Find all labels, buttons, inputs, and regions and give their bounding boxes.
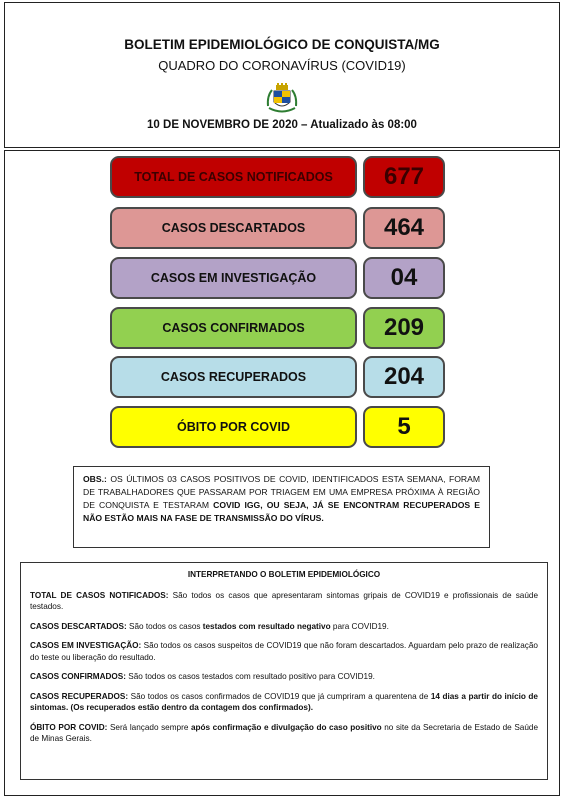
definition-term: CASOS CONFIRMADOS: bbox=[30, 672, 126, 681]
city-crest-icon bbox=[265, 82, 299, 116]
definition-text: São todos os casos que apresentaram sintomas gripais de COVID19 e profissionais de saúde testados. bbox=[30, 590, 539, 611]
definition-emphasis: após confirmação e divulgação do caso positivo bbox=[190, 722, 382, 732]
stat-value-investigation: 04 bbox=[363, 257, 445, 299]
page-title: BOLETIM EPIDEMIOLÓGICO DE CONQUISTA/MG bbox=[124, 37, 440, 52]
definition-text-end: para COVID19. bbox=[330, 621, 389, 631]
interpretation-box bbox=[20, 562, 548, 780]
definition-emphasis: testados com resultado negativo bbox=[202, 621, 331, 631]
definition-text-end: no site da Secretaria de Estado de Saúde de Minas Gerais. bbox=[30, 722, 539, 743]
definition-term: CASOS RECUPERADOS: bbox=[30, 691, 129, 701]
definition-term: CASOS DESCARTADOS: bbox=[30, 621, 127, 631]
stat-label-confirmed: CASOS CONFIRMADOS bbox=[110, 307, 357, 349]
obs-prefix: OBS.: bbox=[83, 474, 107, 484]
obs-text: OS ÚLTIMOS 03 CASOS POSITIVOS DE COVID, IDENTIFICADOS ESTA SEMANA, FORAM DE TRABALHADORES QUE PASSARAM POR TRIAGEM EM UMA EMPRESA PRÓXIMA À REGIÃO DE CONQUISTA E TESTARAM bbox=[83, 474, 480, 510]
definition-text: São todos os casos suspeitos de COVID19 que não foram descartados. Aguardam pelo prazo de realização do teste ou liberação do resultado. bbox=[30, 641, 538, 662]
stat-label-discarded: CASOS DESCARTADOS bbox=[110, 207, 357, 249]
bulletin-header bbox=[4, 2, 560, 148]
definition-deaths bbox=[30, 722, 538, 745]
stat-label-recovered: CASOS RECUPERADOS bbox=[110, 356, 357, 398]
obs-bold-text: COVID IGG, OU SEJA, JÁ SE ENCONTRAM RECUPERADOS E NÃO ESTÃO MAIS NA FASE DE TRANSMISSÃO DO VÍRUS. bbox=[83, 500, 480, 523]
definition-confirmed bbox=[30, 671, 538, 683]
stat-value-discarded: 464 bbox=[363, 207, 445, 249]
stat-label-deaths: ÓBITO POR COVID bbox=[110, 406, 357, 448]
observation-note bbox=[73, 466, 490, 548]
stat-value-recovered: 204 bbox=[363, 356, 445, 398]
definition-investigation bbox=[30, 640, 538, 663]
definition-text: São todos os casos testados com resultado positivo para COVID19. bbox=[125, 672, 375, 681]
stat-value-deaths: 5 bbox=[363, 406, 445, 448]
interpretation-title: INTERPRETANDO O BOLETIM EPIDEMIOLÓGICO bbox=[187, 570, 381, 579]
page-subtitle: QUADRO DO CORONAVÍRUS (COVID19) bbox=[158, 58, 406, 73]
stat-label-notified: TOTAL DE CASOS NOTIFICADOS bbox=[110, 156, 357, 198]
definition-term: CASOS EM INVESTIGAÇÃO: bbox=[30, 641, 142, 650]
definition-term: ÓBITO POR COVID: bbox=[30, 722, 108, 732]
stat-value-notified: 677 bbox=[363, 156, 445, 198]
stat-label-investigation: CASOS EM INVESTIGAÇÃO bbox=[110, 257, 357, 299]
definition-emphasis: 14 dias a partir do início de sintomas. (Os recuperados estão dentro da contagem dos confirmados). bbox=[30, 691, 538, 712]
definition-text: Será lançado sempre bbox=[107, 722, 191, 732]
definition-text: São todos os casos bbox=[126, 621, 203, 631]
stat-value-confirmed: 209 bbox=[363, 307, 445, 349]
definition-term: TOTAL DE CASOS NOTIFICADOS: bbox=[30, 590, 169, 600]
definition-recovered bbox=[30, 691, 538, 714]
definition-discarded bbox=[30, 621, 538, 633]
definition-text: São todos os casos confirmados de COVID19 que já cumpriram a quarentena de bbox=[128, 691, 431, 701]
bulletin-date: 10 DE NOVEMBRO DE 2020 – Atualizado às 08:00 bbox=[147, 119, 417, 131]
definition-notified bbox=[30, 590, 538, 613]
